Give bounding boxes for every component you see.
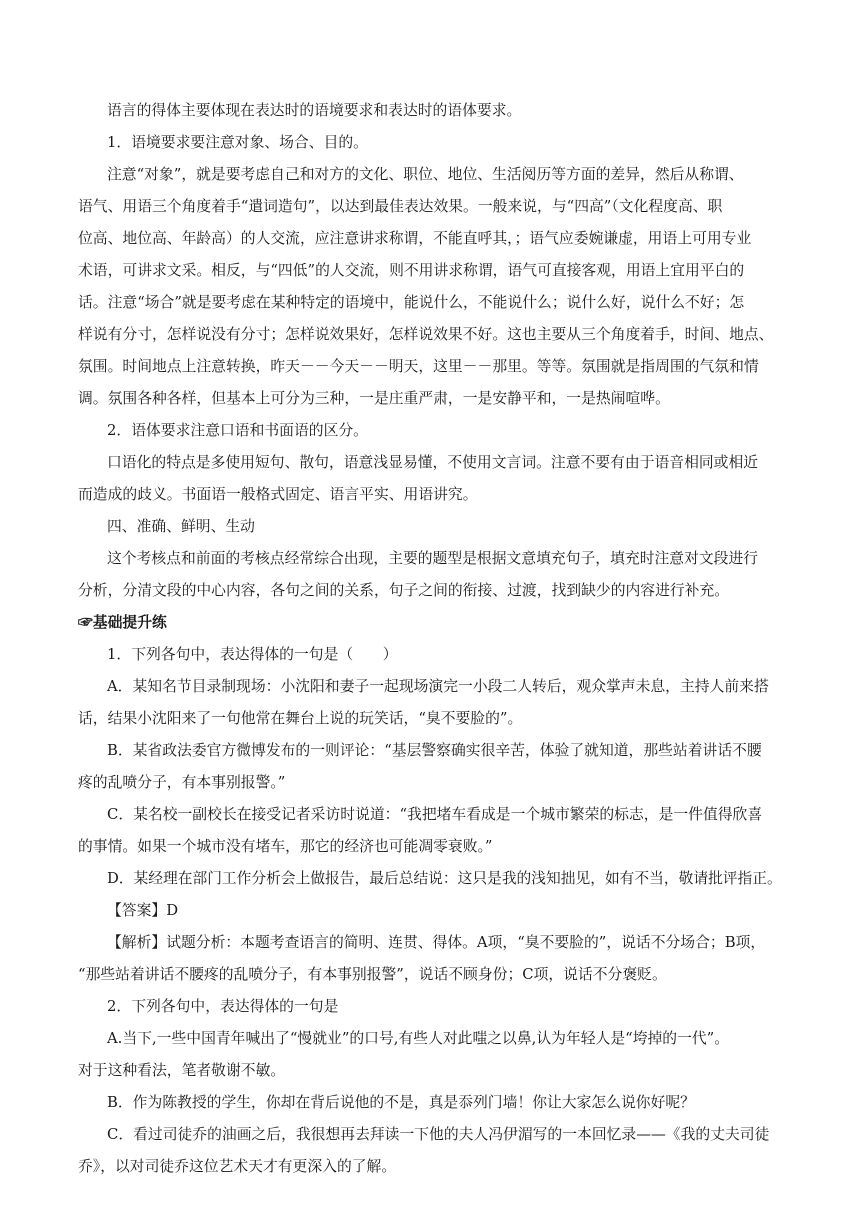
answer-line: 【答案】D [107,902,179,919]
exercise-heading: ☞基础提升练 [78,614,167,631]
analysis-line: 【解析】试题分析：本题考查语言的简明、连贯、得体。A项，“臭不要脸的”，说话不分场合；B项， [107,934,766,951]
option-a-line: A.当下,一些中国青年喊出了“慢就业”的口号,有些人对此嗤之以鼻,认为年轻人是“垮掉的一代”。 [107,1030,730,1047]
text-line: 氛围。时间地点上注意转换，昨天－－今天－－明天，这里－－那里。等等。氛围就是指周围的气氛和情 [78,358,759,375]
option-b-line: B．某省政法委官方微博发布的一则评论：“基层警察确实很辛苦，体验了就知道，那些站着讲话不腰 [107,742,762,759]
option-c-line: 的事情。如果一个城市没有堵车，那它的经济也可能凋零衰败。” [78,838,493,855]
option-b-line: B．作为陈教授的学生，你却在背后说他的不是，真是忝列门墙！你让大家怎么说你好呢？ [107,1094,695,1111]
text-line: 2．语体要求注意口语和书面语的区分。 [107,422,368,439]
option-a-line: A．某知名节目录制现场：小沈阳和妻子一起现场演完一小段二人转后，观众掌声未息，主持人前来搭 [107,678,769,695]
section-heading: 四、准确、鲜明、生动 [107,518,255,535]
option-c-line: 乔》，以对司徒乔这位艺术天才有更深入的了解。 [78,1158,397,1175]
text-line: 调。氛围各种各样，但基本上可分为三种，一是庄重严肃，一是安静平和，一是热闹喧哗。 [78,390,670,407]
text-line: 1．语境要求要注意对象、场合、目的。 [107,134,368,151]
text-line: 话。注意“场合”就是要考虑在某种特定的语境中，能说什么，不能说什么；说什么好，说什么不好；怎 [78,294,745,311]
text-line: 注意“对象”，就是要考虑自己和对方的文化、职位、地位、生活阅历等方面的差异，然后从称谓、 [107,166,744,183]
question-2: 2．下列各句中，表达得体的一句是 [107,998,339,1015]
text-line: 语气、用语三个角度着手“遣词造句”，以达到最佳表达效果。一般来说，与“四高”（文化程度高、职 [78,198,723,215]
option-a-line: 对于这种看法，笔者敬谢不敏。 [78,1062,286,1079]
text-line: 口语化的特点是多使用短句、散句，语意浅显易懂，不使用文言词。注意不要有由于语音相同或相近 [107,454,759,471]
text-line: 语言的得体主要体现在表达时的语境要求和表达时的语体要求。 [107,102,522,119]
question-1: 1．下列各句中，表达得体的一句是（ ） [107,646,398,663]
option-c-line: C．看过司徒乔的油画之后，我很想再去拜读一下他的夫人冯伊湄写的一本回忆录——《我的丈夫司徒 [107,1126,770,1143]
text-line: 分析，分清文段的中心内容，各句之间的关系，句子之间的衔接、过渡，找到缺少的内容进行补充。 [78,582,730,599]
text-line: 样说有分寸，怎样说没有分寸；怎样说效果好，怎样说效果不好。这也主要从三个角度着手，时间、地点、 [78,326,774,343]
option-d-line: D．某经理在部门工作分析会上做报告，最后总结说：这只是我的浅知拙见，如有不当，敬请批评指正。 [107,870,782,887]
text-line: 而造成的歧义。书面语一般格式固定、语言平实、用语讲究。 [78,486,478,503]
text-line: 这个考核点和前面的考核点经常综合出现，主要的题型是根据文意填充句子，填充时注意对文段进行 [107,550,759,567]
option-b-line: 疼的乱喷分子，有本事别报警。” [78,774,286,791]
option-a-line: 话，结果小沈阳来了一句他常在舞台上说的玩笑话，“臭不要脸的”。 [78,710,523,727]
text-line: 位高、地位高、年龄高）的人交流，应注意讲求称谓，不能直呼其，；语气应委婉谦虚，用语上可用专业 [78,230,752,247]
analysis-line: “那些站着讲话不腰疼的乱喷分子，有本事别报警”，说话不顾身份；C项，说话不分褒贬。 [78,966,667,983]
text-line: 术语，可讲求文采。相反，与“四低”的人交流，则不用讲求称谓，语气可直接客观，用语上宜用平白的 [78,262,745,279]
option-c-line: C．某名校一副校长在接受记者采访时说道：“我把堵车看成是一个城市繁荣的标志，是一件值得欣喜 [107,806,763,823]
